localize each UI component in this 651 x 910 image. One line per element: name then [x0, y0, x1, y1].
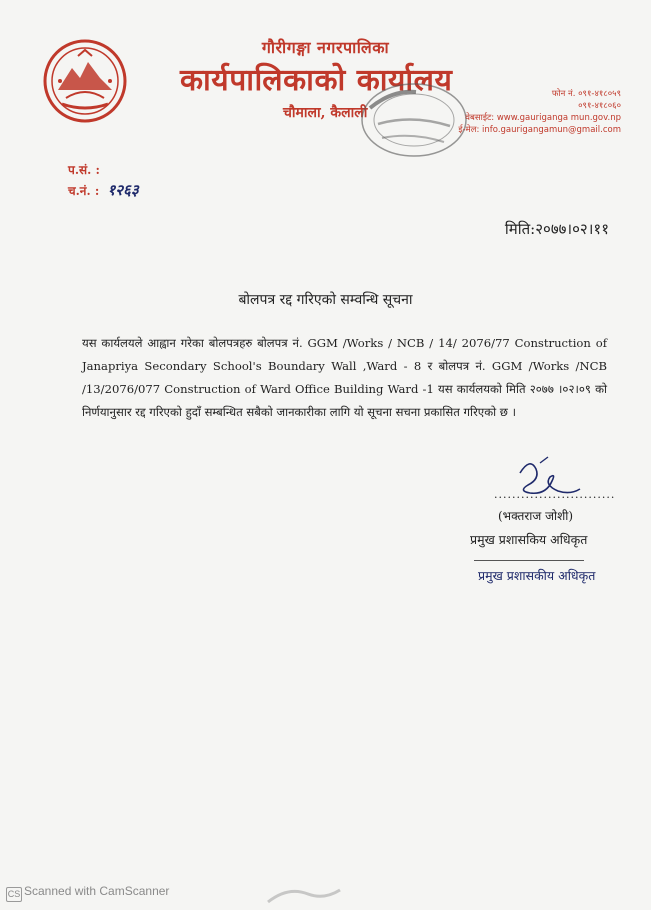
camscanner-logo-icon: CS: [6, 887, 22, 902]
scan-smudge-icon: [258, 880, 348, 908]
signature-stamp-rule: [474, 560, 584, 561]
signatory-stamp: प्रमुख प्रशासकीय अधिकृत: [478, 568, 596, 583]
letter-subject: बोलपत्र रद्द गरिएको सम्वन्धि सूचना: [238, 292, 413, 308]
website: www.gauriganga mun.gov.np: [496, 113, 621, 123]
signatory-name: (भक्तराज जोशी): [498, 509, 574, 523]
phone-label: फोन नं.: [551, 89, 576, 99]
municipality-name: गौरीगङ्गा नगरपालिका: [261, 38, 390, 57]
camscanner-watermark: [6, 884, 169, 902]
contact-block: [458, 88, 621, 136]
email: info.gaurigangamun@gmail.com: [482, 125, 621, 135]
office-name: कार्यपालिकाको कार्यालय: [180, 63, 453, 98]
phone-2: ०९१-४१८०६०: [578, 101, 621, 111]
chalani-number: [68, 180, 139, 200]
letter-date: मिति:२०७७।०२।११: [504, 220, 609, 238]
website-label: वेबसाईट:: [465, 113, 495, 123]
letter-body: यस कार्यलयले आह्वान गरेका बोलपत्रहरु बोलपत्र नं. GGM /Works / NCB / 14/ 2076/77 Construction of Janapriya Secondary School's Boundary Wall ,Ward - 8 र बोलपत्र नं. GGM /Works /NCB /13/2076/077 Construction of Ward Office Building Ward -1 यस कार्यलयको मिति २०७७ ।०२।०९ को निर्णयानुसार रद्द गरिएको हुदाँ सम्बन्धित सबैको जानकारीका लागि यो सूचना सचना प्रकासित गरिएको छ ।: [82, 336, 607, 419]
patra-sankhya: [68, 160, 104, 178]
office-stamp-icon: [352, 80, 472, 166]
phone-1: ०९१-४१८०५९: [578, 89, 621, 99]
watermark-text: Scanned with CamScanner: [24, 884, 170, 898]
email-label: ई-मेल:: [458, 125, 480, 135]
chalani-label: च.नं. :: [68, 184, 100, 198]
office-location: चौमाला, कैलाली: [283, 105, 368, 121]
chalani-value: १२६३: [107, 181, 139, 199]
patra-label: प.सं. :: [68, 163, 100, 177]
signature-dots: ...........................: [494, 488, 616, 501]
signatory-title: प्रमुख प्रशासकिय अधिकृत: [470, 532, 588, 547]
